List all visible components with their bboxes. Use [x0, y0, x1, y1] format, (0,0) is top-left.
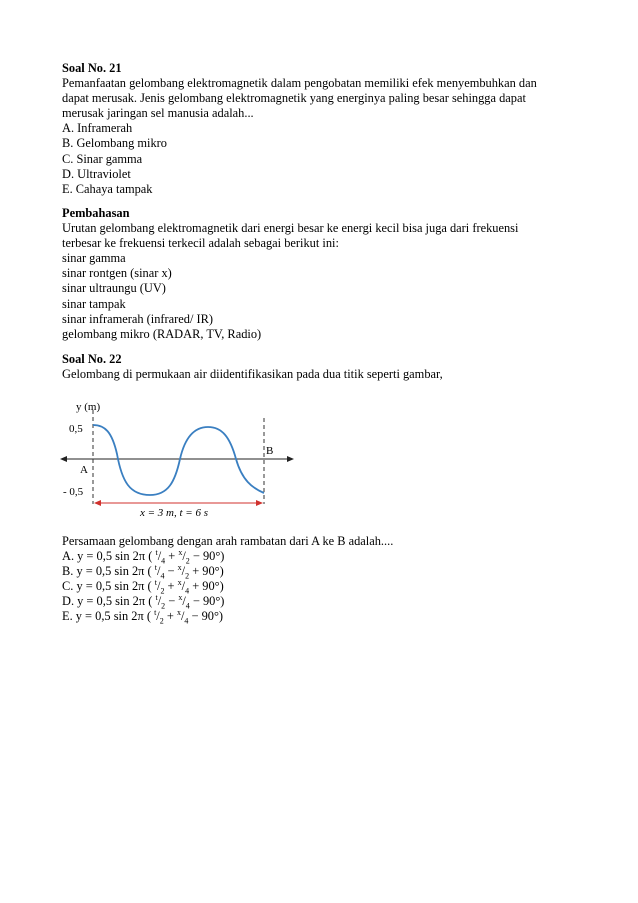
fraction-denominator: 4 [160, 571, 165, 581]
question-22-title: Soal No. 22 [62, 352, 122, 366]
fraction-slash: / [157, 579, 161, 594]
fraction-denominator: 2 [159, 616, 164, 626]
equation-operator: + [165, 549, 179, 564]
fraction-slash: / [182, 549, 186, 564]
pembahasan-21 [62, 206, 582, 342]
pembahasan-title: Pembahasan [62, 206, 130, 220]
fraction-numerator: x [177, 578, 182, 588]
option-d [62, 594, 582, 609]
wave-curve [93, 425, 264, 495]
option-e: E. Cahaya tampak [62, 181, 153, 196]
pembahasan-line: sinar tampak [62, 296, 126, 311]
point-b-label: B [266, 445, 274, 457]
option-c: C. Sinar gamma [62, 151, 143, 166]
equation-operator: − [164, 564, 178, 579]
fraction-denominator: 2 [161, 601, 166, 611]
option-a: A. Inframerah [62, 121, 133, 136]
fraction-denominator: 4 [184, 616, 189, 626]
fraction-slash: / [181, 579, 186, 594]
tick-bottom-label: - 0,5 [63, 486, 84, 498]
pembahasan-line: gelombang mikro (RADAR, TV, Radio) [62, 326, 262, 341]
fraction-denominator: 2 [185, 556, 190, 566]
option-list [62, 549, 582, 624]
fraction-denominator: 4 [161, 556, 166, 566]
option-e [62, 609, 582, 624]
question-21-text-line: merusak jaringan sel manusia adalah... [62, 106, 254, 121]
x-axis-arrowhead [287, 456, 294, 462]
fraction-numerator: t [155, 547, 158, 557]
fraction-denominator: 2 [160, 586, 165, 596]
equation-suffix: − 90°) [189, 549, 225, 564]
question-22-options [62, 534, 582, 625]
equation-prefix: B. y = 0,5 sin 2π ( [62, 564, 155, 579]
distance-arrowhead-left [94, 500, 101, 506]
fraction-denominator: 4 [185, 586, 190, 596]
x-axis-left-arrowhead [60, 456, 67, 462]
question-21-text-line: Pemanfaatan gelombang elektromagnetik dalam pengobatan memiliki efek menyembuhkan dan [62, 76, 537, 91]
equation-suffix: − 90°) [189, 594, 225, 609]
option-d: D. Ultraviolet [62, 166, 131, 181]
fraction-numerator: x [178, 593, 183, 603]
option-b [62, 564, 582, 579]
equation-suffix: + 90°) [189, 579, 224, 594]
pembahasan-line: terbesar ke frekuensi terkecil adalah sebagai berikut ini: [62, 236, 339, 251]
fraction-numerator: x [177, 563, 182, 573]
distance-caption: x = 3 m, t = 6 s [140, 507, 209, 519]
fraction-slash: / [182, 594, 186, 609]
option-b: B. Gelombang mikro [62, 136, 167, 151]
fraction-numerator: x [178, 547, 183, 557]
equation-operator: − [165, 594, 179, 609]
equation-suffix: − 90°) [188, 609, 224, 624]
point-a-label: A [80, 464, 88, 476]
fraction-slash: / [156, 609, 160, 624]
option-a [62, 549, 582, 564]
pembahasan-line: Urutan gelombang elektromagnetik dari energi besar ke energi kecil bisa juga dari frekuensi [62, 221, 519, 236]
fraction-numerator: t [154, 578, 157, 588]
equation-prefix: A. y = 0,5 sin 2π ( [62, 549, 156, 564]
equation-prefix: C. y = 0,5 sin 2π ( [62, 579, 155, 594]
fraction-numerator: x [176, 608, 181, 618]
y-axis-label: y (m) [76, 401, 101, 413]
pembahasan-line: sinar rontgen (sinar x) [62, 266, 172, 281]
fraction-slash: / [181, 564, 186, 579]
equation-operator: + [163, 609, 177, 624]
pembahasan-line: sinar inframerah (infrared/ IR) [62, 311, 214, 326]
tick-top-label: 0,5 [69, 423, 83, 435]
equation-operator: + [164, 579, 178, 594]
distance-arrowhead-right [256, 500, 263, 506]
equation-prefix: D. y = 0,5 sin 2π ( [62, 594, 156, 609]
question-22-text: Gelombang di permukaan air diidentifikasikan pada dua titik seperti gambar, [62, 367, 443, 382]
question-22 [62, 352, 582, 382]
question-21-title: Soal No. 21 [62, 61, 122, 75]
fraction-denominator: 2 [185, 571, 190, 581]
equation-prefix: E. y = 0,5 sin 2π ( [62, 609, 155, 624]
wave-figure [60, 392, 300, 522]
pembahasan-line: sinar gamma [62, 251, 126, 266]
pembahasan-line: sinar ultraungu (UV) [62, 281, 166, 296]
fraction-numerator: t [154, 608, 157, 618]
question-21-text-line: dapat merusak. Jenis gelombang elektromagnetik yang energinya paling besar sehingga dapat [62, 91, 526, 106]
question-22-prompt: Persamaan gelombang dengan arah rambatan dari A ke B adalah.... [62, 534, 394, 548]
question-21 [62, 61, 582, 197]
fraction-denominator: 4 [185, 601, 190, 611]
equation-suffix: + 90°) [189, 564, 224, 579]
fraction-slash: / [157, 564, 161, 579]
fraction-slash: / [180, 609, 185, 624]
fraction-numerator: t [154, 563, 157, 573]
option-c [62, 579, 582, 594]
fraction-numerator: t [155, 593, 158, 603]
fraction-slash: / [157, 594, 162, 609]
fraction-slash: / [157, 549, 162, 564]
